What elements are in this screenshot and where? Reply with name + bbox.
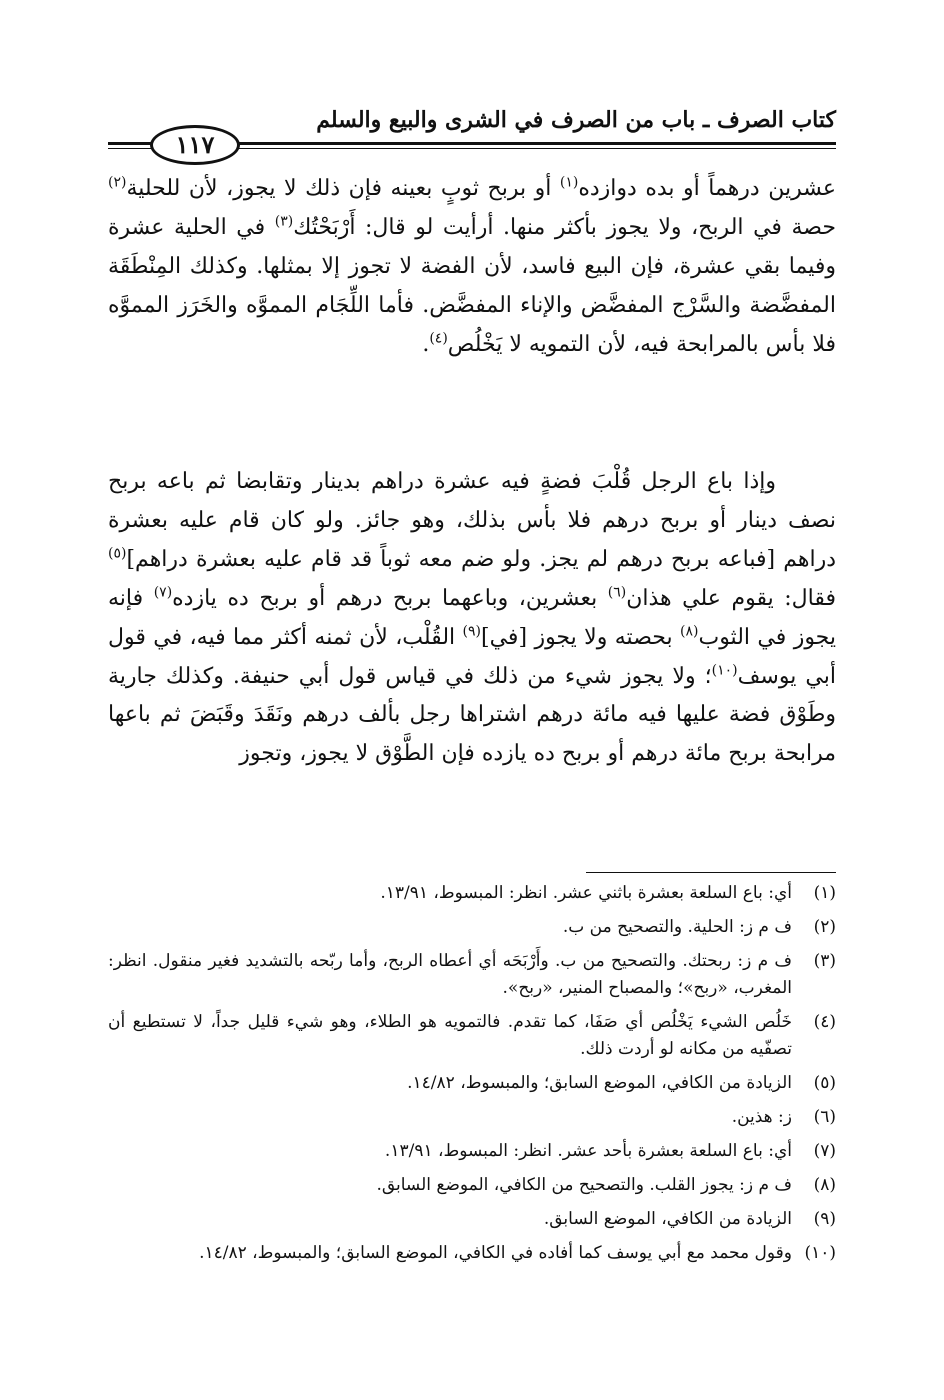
- footnote-5: [108, 1070, 836, 1097]
- footnote-number: (٩): [813, 1209, 836, 1229]
- paragraph-2: [108, 463, 836, 774]
- footnote-ref-9: (٩): [462, 623, 482, 640]
- footnote-10: [108, 1240, 836, 1267]
- paragraph-2-text-2: فقال: يقوم علي هذان: [626, 585, 836, 611]
- paragraph-1-text-3: حصة في الربح، ولا يجوز بأكثر منها. أرأيت لو قال: أَرْبَحْتُك: [293, 214, 836, 240]
- paragraph-1-text-2: أو بربح ثوبٍ بعينه فإن ذلك لا يجوز، لأن للحلية: [126, 176, 560, 201]
- footnote-number: (٥): [813, 1073, 836, 1093]
- paragraph-2-text-3: بعشرين، وباعهما بربح درهم أو بربح ده يازده: [172, 585, 608, 611]
- footnote-number: (٦): [813, 1107, 836, 1127]
- footnote-ref-6: (٦): [607, 584, 627, 601]
- footnote-text: الزيادة من الكافي، الموضع السابق؛ والمبسوط، ١٤/٨٢.: [407, 1073, 792, 1093]
- running-title: كتاب الصرف ـ باب من الصرف في الشرى والبيع والسلم: [316, 107, 836, 133]
- footnote-number: (٧): [813, 1141, 836, 1161]
- footnote-ref-4: (٤): [429, 330, 448, 347]
- footnote-number: (١٠): [804, 1243, 836, 1263]
- footnote-text: الزيادة من الكافي، الموضع السابق.: [543, 1209, 792, 1229]
- footnote-text: ف م ز: الحلية. والتصحيح من ب.: [562, 917, 792, 937]
- footnote-text: وقول محمد مع أبي يوسف كما أفاده في الكافي، الموضع السابق؛ والمبسوط، ١٤/٨٢.: [199, 1243, 792, 1263]
- paragraph-1-text-5: .: [422, 331, 430, 357]
- footnote-number: (١): [813, 883, 836, 903]
- footnote-text: ف م ز: يجوز القلب. والتصحيح من الكافي، الموضع السابق.: [376, 1175, 792, 1195]
- footnote-ref-7: (٧): [153, 584, 173, 601]
- footnote-8: [108, 1172, 836, 1199]
- footnote-number: (٣): [813, 951, 836, 971]
- footnote-ref-1: (١): [559, 174, 579, 191]
- footnote-separator: [586, 872, 836, 873]
- footnote-text: أي: باع السلعة بعشرة باثني عشر. انظر: المبسوط، ١٣/٩١.: [380, 883, 792, 903]
- footnote-text: خَلُص الشيء يَخْلُص أي صَفَا، كما تقدم. فالتمويه هو الطلاء، وهو شيء قليل جداً، لا تستطيع أن تصفّيه من مكانه لو أردت ذلك.: [108, 1012, 792, 1059]
- paragraph-2-text-5: بحصته ولا يجوز [في]: [481, 624, 681, 650]
- footnote-2: [108, 914, 836, 941]
- paragraph-1-text-1: عشرين درهماً أو بده دوازده: [578, 176, 836, 201]
- footnote-number: (٢): [813, 917, 836, 937]
- footnote-3: [108, 948, 836, 1002]
- paragraph-1-text-4: في الحلية عشرة وفيما بقي عشرة، فإن البيع فاسد، لأن الفضة لا تجوز إلا بمثلها. وكذلك المِنْطَقَة المفضَّضة والسَّرْج المفضَّض والإناء المفضَّض. فأما اللِّجَام المموَّه والخَرَز المموَّه فلا بأس بالمرابحة فيه، لأن التمويه لا يَخْلُص: [108, 214, 836, 357]
- footnote-number: (٤): [813, 1012, 836, 1032]
- page-number: ١١٧: [150, 125, 240, 165]
- footnote-6: [108, 1104, 836, 1131]
- footnote-text: ف م ز: ربحتك. والتصحيح من ب. وأَرْبَحَه أي أعطاه الربح، وأما ربّحه بالتشديد فغير منقول. انظر: المغرب، «ربح»؛ والمصباح المنير، «ربح».: [108, 951, 792, 998]
- paragraph-2-text-1: وإذا باع الرجل قُلْبَ فضةٍ فيه عشرة دراهم بدينار وتقابضا ثم باعه بربح نصف دينار أو بربح درهم فلا بأس بذلك، وهو جائز. ولو كان قام عليه بعشرة دراهم [فباعه بربح درهم لم يجز. ولو ضم معه ثوباً قد قام عليه بعشرة دراهم]: [108, 469, 836, 572]
- footnote-9: [108, 1206, 836, 1233]
- paragraph-2-text-7: ؛ ولا يجوز شيء من ذلك في قياس قول أبي حنيفة. وكذلك جارية وطَوْق فضة عليها فيه مائة درهم اشتراها رجل بألف درهم ونَقَدَ وقَبَضَ ثم باعها مرابحة بربح مائة درهم أو بربح ده يازده فإن الطَّوْق لا يجوز، وتجوز: [108, 663, 836, 767]
- footnote-1: [108, 880, 836, 907]
- footnote-ref-3: (٣): [274, 213, 294, 230]
- footnote-ref-5: (٥): [108, 545, 127, 562]
- paragraph-1: [108, 170, 836, 365]
- footnotes-list: [108, 880, 836, 1274]
- footnote-4: [108, 1009, 836, 1063]
- footnote-text: أي: باع السلعة بعشرة بأحد عشر. انظر: المبسوط، ١٣/٩١.: [384, 1141, 792, 1161]
- paragraph-2-text-4: فإنه يجوز في الثوب: [108, 585, 837, 650]
- footnote-ref-8: (٨): [680, 623, 699, 640]
- footnote-ref-2: (٢): [108, 174, 127, 191]
- footnote-ref-10: (١٠): [711, 662, 738, 679]
- footnote-text: ز: هذين.: [731, 1107, 792, 1127]
- footnote-number: (٨): [813, 1175, 836, 1195]
- paragraph-2-text-6: القُلْب، لأن ثمنه أكثر مما فيه، في قول أبي يوسف: [108, 624, 836, 689]
- footnote-7: [108, 1138, 836, 1165]
